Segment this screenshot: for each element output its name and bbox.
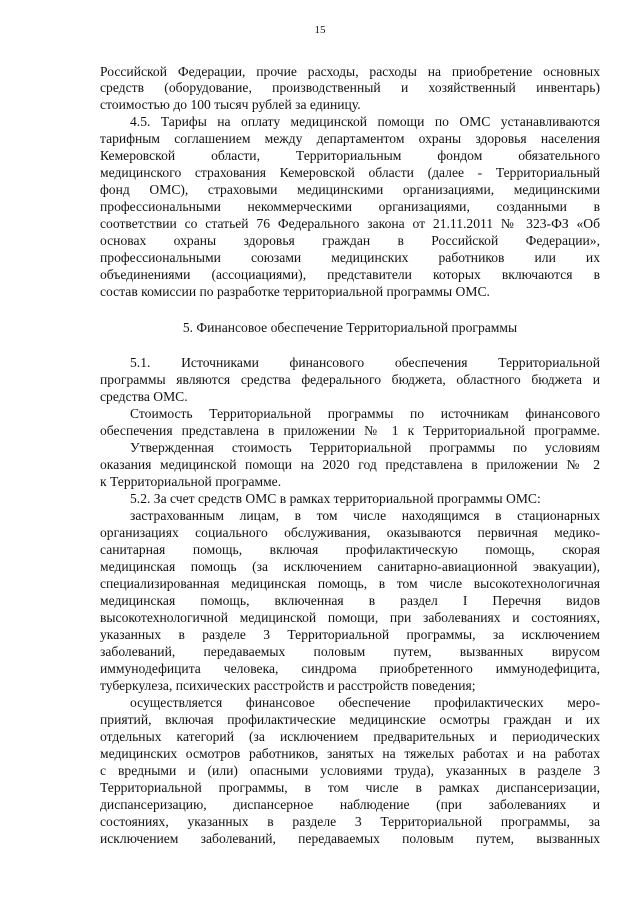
text-line: отдельных категорий (за исключением предварительных и периодических [100, 729, 600, 744]
text-line: к Территориальной программе. [100, 474, 282, 489]
text-line: оказания медицинской помощи на 2020 год представлена в приложении № 2 [100, 457, 600, 472]
section-heading: 5. Финансовое обеспечение Территориальной программы [182, 320, 518, 335]
text-line: тарифным соглашением между департаментом охраны здоровья населения [100, 131, 600, 146]
text-line: основах охраны здоровья граждан в Российской Федерации», [100, 233, 600, 248]
text-line: организациях социального обслуживания, оказываются первичная медико- [100, 525, 600, 540]
text-line: медицинская помощь (за исключением санитарно-авиационной эвакуации), [100, 559, 600, 574]
text-line: специализированная медицинская помощь, в том числе высокотехнологичная [100, 576, 600, 591]
text-line: с вредными и (или) опасными условиями труда), указанных в разделе 3 [100, 763, 600, 778]
text-line: 5.1. Источниками финансового обеспечения Территориальной [130, 355, 600, 370]
text-line: туберкулеза, психических расстройств и расстройств поведения; [100, 678, 476, 693]
text-line: застрахованным лицам, в том числе находящимся в стационарных [130, 508, 600, 523]
text-line: санитарная помощь, включая профилактическую помощь, скорая [100, 542, 600, 557]
text-line: программы являются средства федерального бюджета, областного бюджета и [100, 372, 600, 387]
text-line: медицинских осмотров работников, занятых на тяжелых работах и на работах [100, 746, 600, 761]
text-line: объединениями (ассоциациями), представители которых включаются в [100, 267, 600, 282]
text-line: высокотехнологичной медицинской помощи, при заболеваниях и состояниях, [100, 610, 600, 625]
text-line: фонд ОМС), страховыми медицинскими организациями, медицинскими [100, 182, 600, 197]
text-line: стоимостью до 100 тысяч рублей за единицу. [100, 97, 361, 112]
text-line: медицинского страхования Кемеровской области (далее - Территориальный [100, 165, 600, 180]
text-line: медицинская помощь, включенная в раздел I Перечня видов [100, 593, 600, 608]
text-line: иммунодефицита человека, синдрома приобретенного иммунодефицита, [100, 661, 600, 676]
text-line: указанных в разделе 3 Территориальной программы, за исключением [100, 627, 600, 642]
text-line: 4.5. Тарифы на оплату медицинской помощи по ОМС устанавливаются [130, 114, 600, 129]
text-line: приятий, включая профилактические медицинские осмотры граждан и их [100, 712, 600, 727]
text-line: профессиональными некоммерческими организациями, созданными в [100, 199, 600, 214]
text-line: Российской Федерации, прочие расходы, расходы на приобретение основных [100, 64, 600, 79]
text-line: профессиональными союзами медицинских работников или их [100, 250, 600, 265]
text-line: диспансеризацию, диспансерное наблюдение (при заболеваниях и [100, 797, 600, 812]
text-line: Территориальной программы, в том числе в рамках диспансеризации, [100, 780, 600, 795]
text-line: Кемеровской области, Территориальным фондом обязательного [100, 148, 600, 163]
text-line: состав комиссии по разработке территориальной программы ОМС. [100, 284, 490, 299]
text-line: исключением заболеваний, передаваемых половым путем, вызванных [100, 831, 600, 846]
text-line: осуществляется финансовое обеспечение профилактических меро- [130, 695, 600, 710]
text-line: состояниях, указанных в разделе 3 Территориальной программы, за [100, 814, 600, 829]
text-line: Утвержденная стоимость Территориальной программы по условиям [130, 440, 600, 455]
page-number: 15 [314, 24, 326, 36]
text-line: средств (оборудование, производственный и хозяйственный инвентарь) [100, 80, 600, 95]
text-line: заболеваний, передаваемых половым путем, вызванных вирусом [100, 644, 600, 659]
text-line: Стоимость Территориальной программы по источникам финансового [130, 406, 600, 421]
text-line: соответствии со статьей 76 Федерального закона от 21.11.2011 № 323-ФЗ «Об [100, 216, 600, 231]
text-line: средства ОМС. [100, 389, 188, 404]
text-line: 5.2. За счет средств ОМС в рамках территориальной программы ОМС: [130, 491, 541, 506]
text-line: обеспечения представлена в приложении № 1 к Территориальной программе. [100, 423, 600, 438]
